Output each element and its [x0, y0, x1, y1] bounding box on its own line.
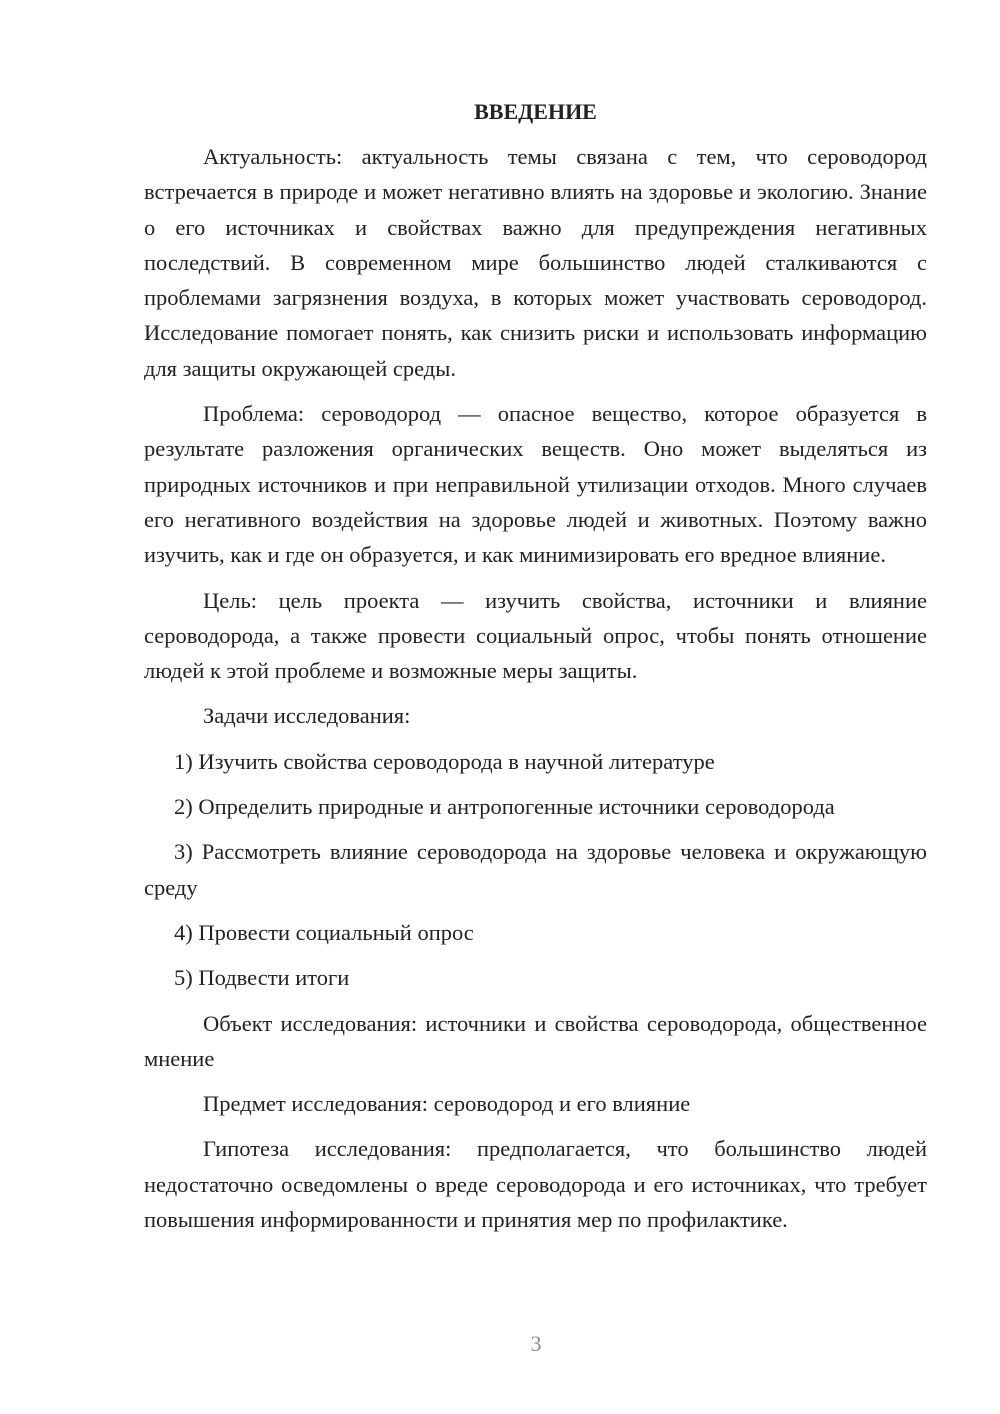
object-paragraph: Объект исследования: источники и свойства сероводорода, общественное мнение	[144, 1010, 927, 1071]
page-number: 3	[530, 1331, 542, 1356]
task-item-2: 2) Определить природные и антропогенные источники сероводорода	[174, 794, 835, 820]
relevance-paragraph: Актуальность: актуальность темы связана с тем, что сероводород встречается в природе и может негативно влиять на здоровье и экологию. Знание о его источниках и свойствах важно для предупреждения негативных последствий. В современном мире большинство людей сталкиваются с проблемами загрязнения воздуха, в которых может участвовать сероводород. Исследование помогает понять, как снизить риски и использовать информацию для защиты окружающей среды.	[144, 144, 927, 381]
subject-paragraph: Предмет исследования: сероводород и его влияние	[203, 1091, 691, 1117]
task-item-3: 3) Рассмотреть влияние сероводорода на здоровье человека и окружающую среду	[144, 839, 927, 900]
goal-paragraph: Цель: цель проекта — изучить свойства, источники и влияние сероводорода, а также провести социальный опрос, чтобы понять отношение людей к этой проблеме и возможные меры защиты.	[144, 587, 927, 684]
tasks-heading: Задачи исследования:	[203, 703, 411, 729]
problem-paragraph: Проблема: сероводород — опасное вещество, которое образуется в результате разложения органических веществ. Оно может выделяться из природных источников и при неправильной утилизации отходов. Много случаев его негативного воздействия на здоровье людей и животных. Поэтому важно изучить, как и где он образуется, и как минимизировать его вредное влияние.	[144, 401, 927, 568]
hypothesis-paragraph: Гипотеза исследования: предполагается, что большинство людей недостаточно осведомлены о вреде сероводорода и его источниках, что требует повышения информированности и принятия мер по профилактике.	[144, 1136, 927, 1233]
section-title: ВВЕДЕНИЕ	[474, 99, 597, 124]
page-content	[144, 94, 927, 1247]
task-item-4: 4) Провести социальный опрос	[174, 919, 474, 945]
task-item-1: 1) Изучить свойства сероводорода в научной литературе	[174, 748, 715, 774]
task-item-5: 5) Подвести итоги	[174, 965, 350, 991]
